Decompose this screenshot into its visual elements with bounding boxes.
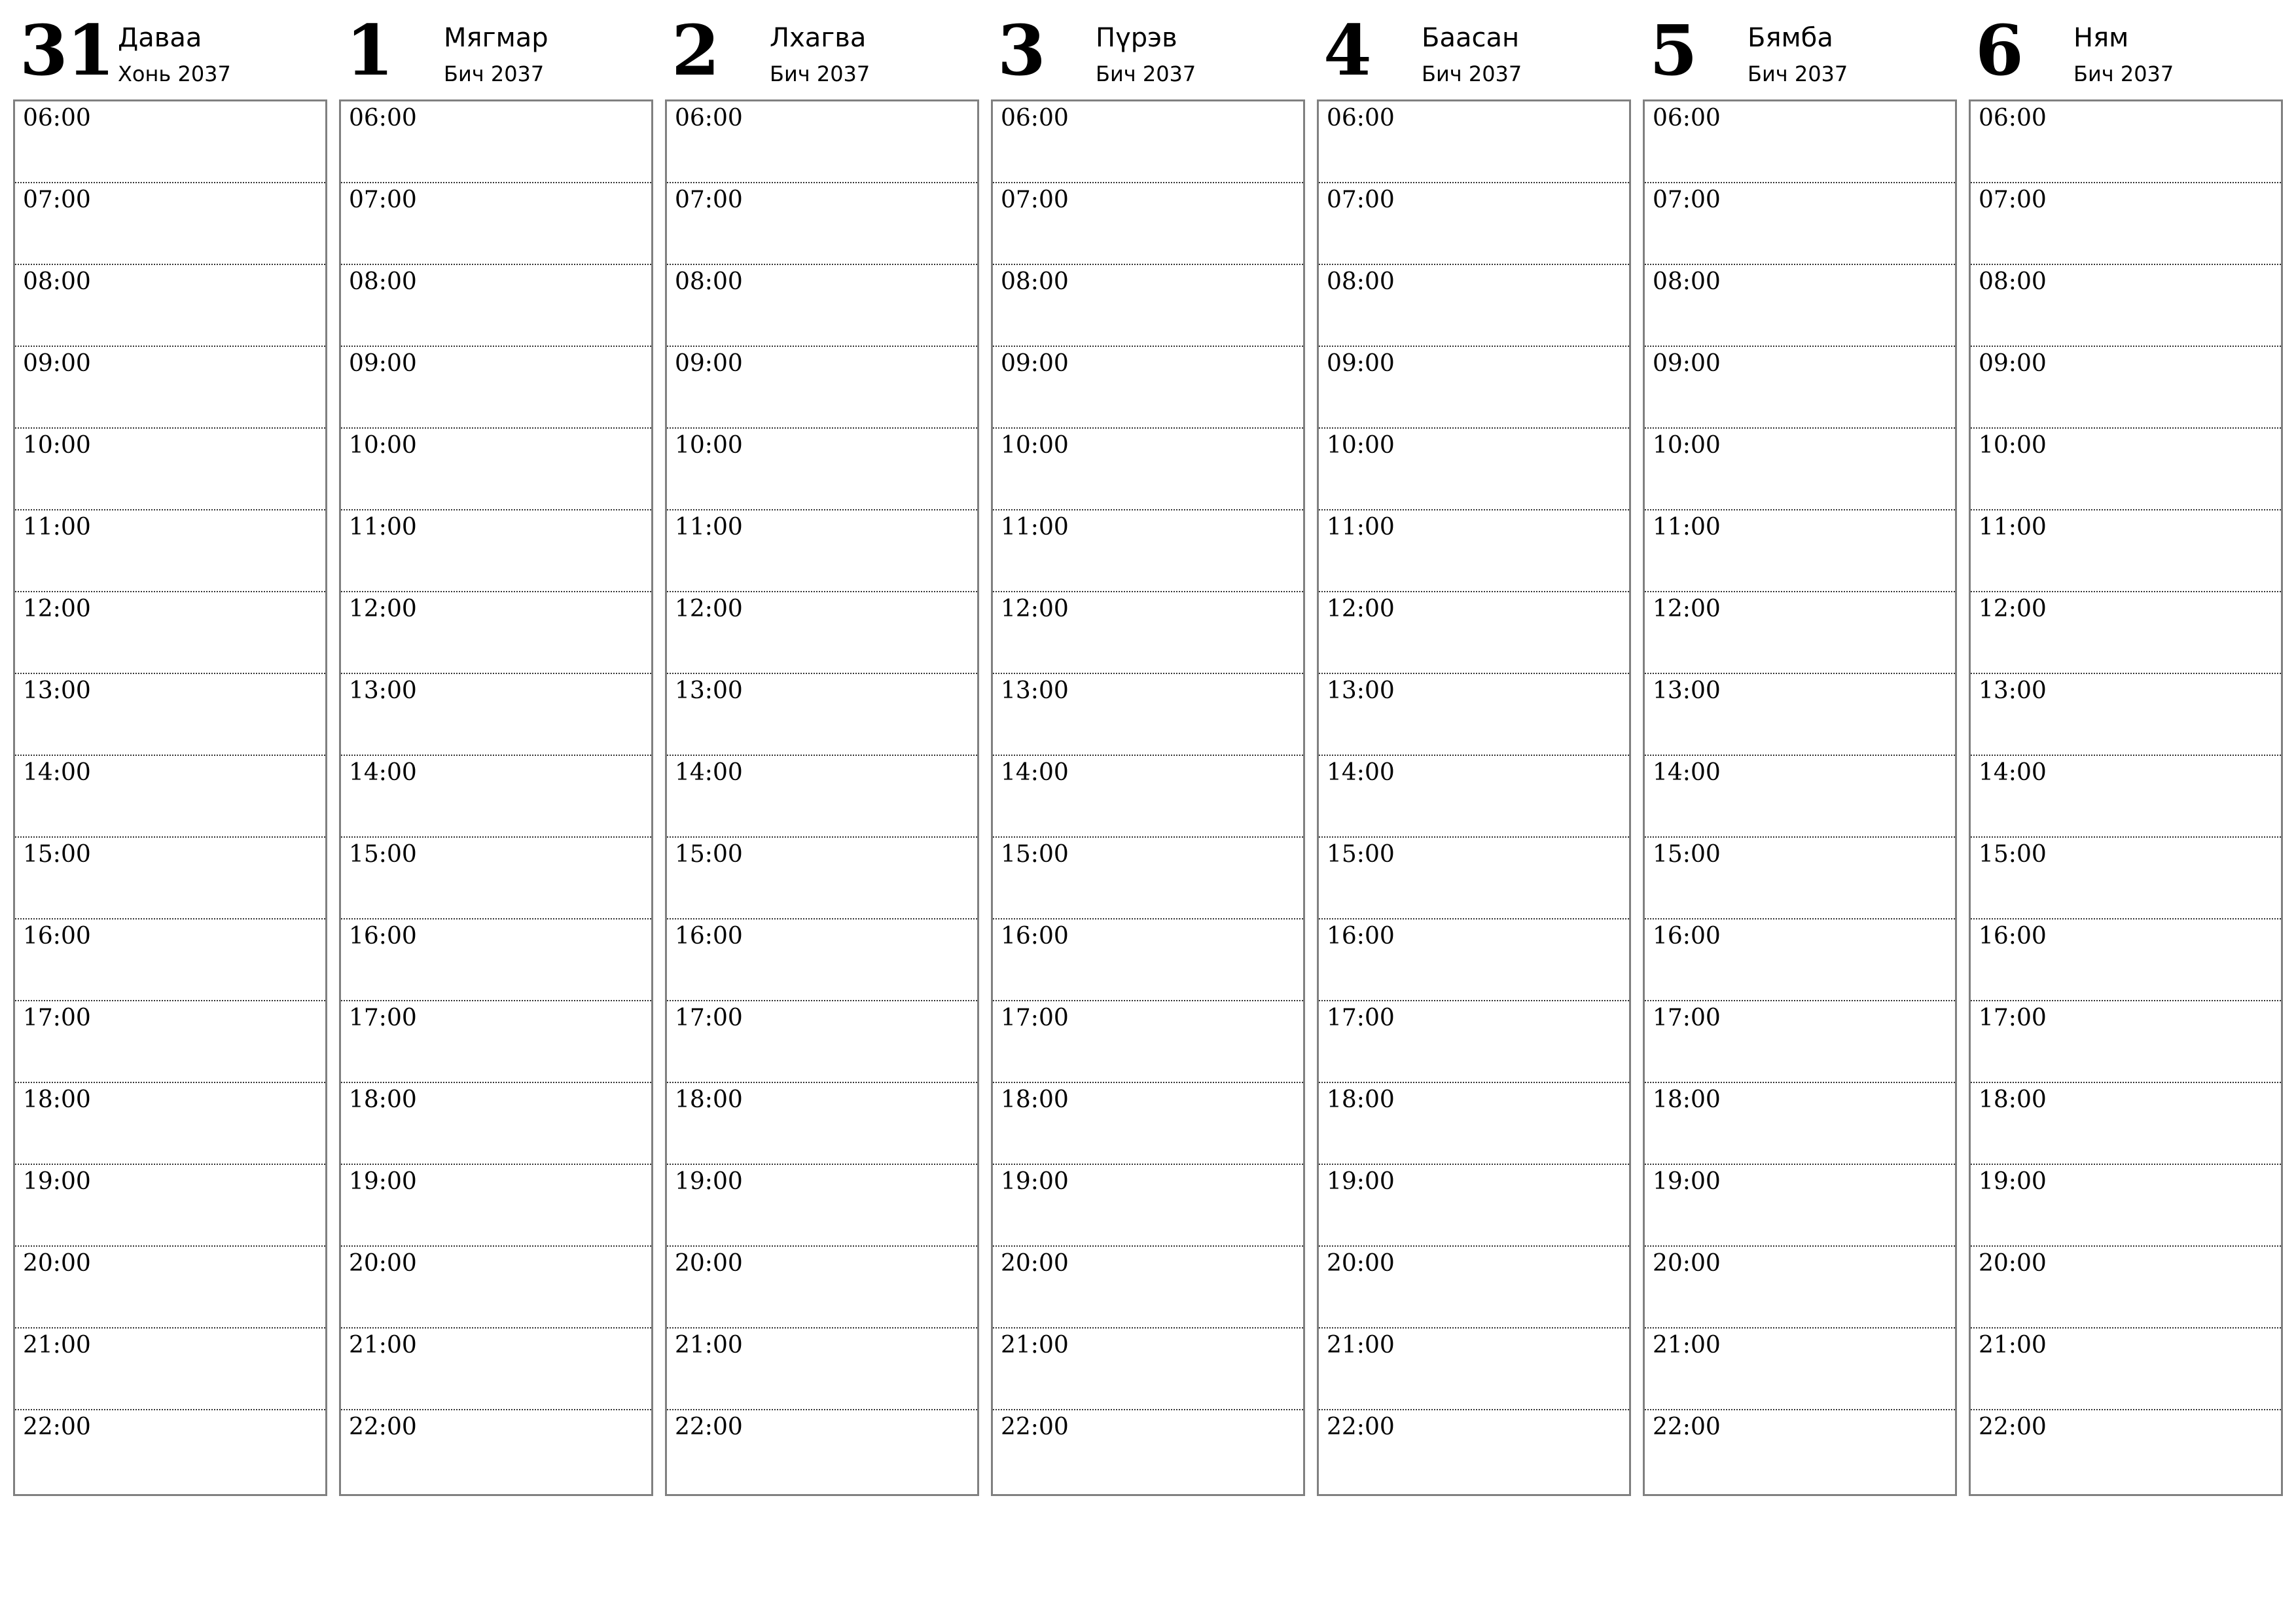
time-label: 08:00 — [1653, 268, 1721, 295]
time-slot[interactable] — [993, 429, 1303, 510]
time-label: 17:00 — [1653, 1005, 1721, 1031]
time-label: 12:00 — [1001, 596, 1069, 622]
time-label: 17:00 — [23, 1005, 91, 1031]
time-slot[interactable] — [1971, 919, 2281, 1001]
time-slot[interactable] — [993, 919, 1303, 1001]
time-slot[interactable] — [1645, 592, 1955, 674]
time-slot[interactable] — [1319, 1410, 1629, 1494]
time-label: 12:00 — [1979, 596, 2047, 622]
time-slot[interactable] — [667, 1001, 977, 1083]
hour-grid — [13, 99, 327, 1496]
time-label: 16:00 — [1653, 923, 1721, 950]
time-slot[interactable] — [1645, 1247, 1955, 1329]
time-slot[interactable] — [993, 1001, 1303, 1083]
time-slot[interactable] — [1319, 1165, 1629, 1247]
time-slot[interactable] — [341, 265, 651, 347]
time-slot[interactable] — [1971, 1083, 2281, 1165]
day-number: 4 — [1323, 9, 1371, 91]
time-label: 11:00 — [1979, 514, 2047, 541]
time-label: 07:00 — [1327, 187, 1395, 213]
time-label: 17:00 — [675, 1005, 743, 1031]
time-slot[interactable] — [341, 919, 651, 1001]
time-slot[interactable] — [993, 1165, 1303, 1247]
time-label: 11:00 — [1653, 514, 1721, 541]
time-label: 16:00 — [1979, 923, 2047, 950]
time-label: 22:00 — [1001, 1414, 1069, 1440]
day-number: 2 — [672, 9, 719, 91]
time-slot[interactable] — [1319, 838, 1629, 919]
time-slot[interactable] — [341, 1410, 651, 1494]
time-slot[interactable] — [1319, 265, 1629, 347]
time-slot[interactable] — [1971, 510, 2281, 592]
hour-grid — [1317, 99, 1631, 1496]
time-label: 13:00 — [23, 677, 91, 704]
time-slot[interactable] — [1971, 838, 2281, 919]
time-label: 11:00 — [23, 514, 91, 541]
time-label: 06:00 — [1653, 105, 1721, 132]
time-label: 07:00 — [23, 187, 91, 213]
time-slot[interactable] — [15, 674, 325, 756]
day-column — [339, 0, 652, 1440]
time-slot[interactable] — [993, 1247, 1303, 1329]
weekday-name: Ням — [2073, 23, 2129, 53]
time-slot[interactable] — [341, 592, 651, 674]
time-slot[interactable] — [1645, 1083, 1955, 1165]
time-label: 15:00 — [1001, 841, 1069, 868]
time-label: 20:00 — [349, 1250, 417, 1277]
time-label: 22:00 — [675, 1414, 743, 1440]
time-label: 20:00 — [675, 1250, 743, 1277]
time-label: 06:00 — [675, 105, 743, 132]
time-slot[interactable] — [667, 347, 977, 429]
weekday-name: Пүрэв — [1096, 23, 1177, 53]
time-slot[interactable] — [667, 919, 977, 1001]
time-label: 09:00 — [1001, 350, 1069, 377]
time-label: 12:00 — [1327, 596, 1395, 622]
time-label: 21:00 — [1653, 1332, 1721, 1359]
time-slot[interactable] — [667, 183, 977, 265]
time-slot[interactable] — [667, 101, 977, 183]
time-label: 22:00 — [349, 1414, 417, 1440]
time-slot[interactable] — [667, 756, 977, 838]
month-year: Бич 2037 — [1748, 62, 1848, 86]
time-slot[interactable] — [1971, 1410, 2281, 1494]
time-slot[interactable] — [341, 347, 651, 429]
time-label: 12:00 — [23, 596, 91, 622]
time-slot[interactable] — [667, 265, 977, 347]
time-label: 21:00 — [1001, 1332, 1069, 1359]
time-slot[interactable] — [993, 1329, 1303, 1410]
time-label: 10:00 — [1979, 432, 2047, 459]
time-slot[interactable] — [1645, 1165, 1955, 1247]
time-slot[interactable] — [993, 1083, 1303, 1165]
time-slot[interactable] — [1645, 1329, 1955, 1410]
time-label: 20:00 — [1327, 1250, 1395, 1277]
time-slot[interactable] — [1319, 919, 1629, 1001]
time-label: 17:00 — [1001, 1005, 1069, 1031]
hour-grid — [665, 99, 979, 1496]
month-year: Хонь 2037 — [118, 62, 231, 86]
day-column — [1317, 0, 1630, 1440]
time-label: 14:00 — [675, 759, 743, 786]
time-label: 14:00 — [349, 759, 417, 786]
day-column — [991, 0, 1304, 1440]
time-label: 06:00 — [349, 105, 417, 132]
time-label: 17:00 — [1979, 1005, 2047, 1031]
time-label: 22:00 — [1979, 1414, 2047, 1440]
time-slot[interactable] — [667, 592, 977, 674]
time-slot[interactable] — [1319, 510, 1629, 592]
time-label: 16:00 — [1327, 923, 1395, 950]
time-label: 18:00 — [675, 1086, 743, 1113]
time-label: 21:00 — [23, 1332, 91, 1359]
hour-grid — [1643, 99, 1957, 1496]
time-label: 14:00 — [1001, 759, 1069, 786]
time-slot[interactable] — [341, 838, 651, 919]
time-label: 18:00 — [1979, 1086, 2047, 1113]
time-label: 19:00 — [675, 1168, 743, 1195]
time-slot[interactable] — [993, 756, 1303, 838]
time-slot[interactable] — [1971, 347, 2281, 429]
time-label: 06:00 — [23, 105, 91, 132]
weekday-name: Мягмар — [444, 23, 548, 53]
month-year: Бич 2037 — [1422, 62, 1522, 86]
time-slot[interactable] — [15, 101, 325, 183]
month-year: Бич 2037 — [1096, 62, 1196, 86]
time-slot[interactable] — [341, 756, 651, 838]
time-label: 08:00 — [23, 268, 91, 295]
time-label: 17:00 — [349, 1005, 417, 1031]
time-slot[interactable] — [993, 1410, 1303, 1494]
weekday-name: Даваа — [118, 23, 202, 53]
time-slot[interactable] — [1645, 347, 1955, 429]
time-label: 20:00 — [1653, 1250, 1721, 1277]
time-label: 20:00 — [1979, 1250, 2047, 1277]
time-label: 16:00 — [349, 923, 417, 950]
time-slot[interactable] — [1319, 674, 1629, 756]
time-slot[interactable] — [341, 1001, 651, 1083]
time-label: 07:00 — [1979, 187, 2047, 213]
time-slot[interactable] — [15, 265, 325, 347]
time-label: 21:00 — [1327, 1332, 1395, 1359]
time-label: 13:00 — [1001, 677, 1069, 704]
hour-grid — [1969, 99, 2283, 1496]
time-label: 14:00 — [23, 759, 91, 786]
time-label: 18:00 — [23, 1086, 91, 1113]
time-slot[interactable] — [341, 1247, 651, 1329]
time-slot[interactable] — [1645, 265, 1955, 347]
time-label: 08:00 — [1001, 268, 1069, 295]
time-label: 19:00 — [1979, 1168, 2047, 1195]
weekday-name: Баасан — [1422, 23, 1520, 53]
day-number: 6 — [1975, 9, 2022, 91]
hour-grid — [339, 99, 653, 1496]
time-label: 08:00 — [1327, 268, 1395, 295]
time-slot[interactable] — [341, 1329, 651, 1410]
time-label: 16:00 — [23, 923, 91, 950]
time-label: 15:00 — [675, 841, 743, 868]
time-label: 19:00 — [1001, 1168, 1069, 1195]
time-slot[interactable] — [341, 1165, 651, 1247]
time-slot[interactable] — [15, 756, 325, 838]
time-label: 06:00 — [1979, 105, 2047, 132]
time-slot[interactable] — [341, 429, 651, 510]
time-label: 10:00 — [23, 432, 91, 459]
time-label: 12:00 — [675, 596, 743, 622]
time-slot[interactable] — [1319, 592, 1629, 674]
time-slot[interactable] — [15, 919, 325, 1001]
time-slot[interactable] — [15, 592, 325, 674]
time-label: 19:00 — [23, 1168, 91, 1195]
time-slot[interactable] — [1319, 1001, 1629, 1083]
time-slot[interactable] — [1319, 429, 1629, 510]
time-label: 21:00 — [1979, 1332, 2047, 1359]
time-label: 10:00 — [1327, 432, 1395, 459]
time-label: 12:00 — [349, 596, 417, 622]
weekday-name: Лхагва — [770, 23, 867, 53]
day-number: 3 — [997, 9, 1045, 91]
time-label: 21:00 — [349, 1332, 417, 1359]
time-slot[interactable] — [341, 1083, 651, 1165]
time-label: 14:00 — [1979, 759, 2047, 786]
time-slot[interactable] — [1971, 1247, 2281, 1329]
time-slot[interactable] — [1319, 756, 1629, 838]
time-label: 16:00 — [1001, 923, 1069, 950]
time-slot[interactable] — [1645, 510, 1955, 592]
time-slot[interactable] — [1971, 429, 2281, 510]
time-slot[interactable] — [1319, 1083, 1629, 1165]
time-slot[interactable] — [15, 183, 325, 265]
time-label: 19:00 — [349, 1168, 417, 1195]
time-slot[interactable] — [993, 265, 1303, 347]
time-label: 06:00 — [1327, 105, 1395, 132]
time-slot[interactable] — [667, 429, 977, 510]
time-label: 13:00 — [1979, 677, 2047, 704]
day-column — [1643, 0, 1956, 1440]
time-slot[interactable] — [15, 1410, 325, 1494]
time-slot[interactable] — [667, 838, 977, 919]
time-label: 09:00 — [1979, 350, 2047, 377]
day-header — [13, 0, 326, 99]
time-label: 14:00 — [1327, 759, 1395, 786]
time-label: 13:00 — [1653, 677, 1721, 704]
time-slot[interactable] — [667, 1165, 977, 1247]
time-slot[interactable] — [667, 1083, 977, 1165]
time-label: 11:00 — [675, 514, 743, 541]
day-column — [13, 0, 326, 1440]
time-label: 19:00 — [1653, 1168, 1721, 1195]
time-label: 22:00 — [1653, 1414, 1721, 1440]
time-label: 11:00 — [1001, 514, 1069, 541]
time-label: 11:00 — [349, 514, 417, 541]
time-slot[interactable] — [1971, 101, 2281, 183]
time-slot[interactable] — [15, 1083, 325, 1165]
time-slot[interactable] — [1971, 183, 2281, 265]
day-number: 5 — [1649, 9, 1696, 91]
time-slot[interactable] — [667, 1247, 977, 1329]
time-label: 21:00 — [675, 1332, 743, 1359]
time-label: 09:00 — [675, 350, 743, 377]
time-slot[interactable] — [15, 429, 325, 510]
time-slot[interactable] — [667, 1410, 977, 1494]
time-label: 09:00 — [349, 350, 417, 377]
time-label: 20:00 — [23, 1250, 91, 1277]
day-number: 1 — [346, 9, 393, 91]
day-header — [665, 0, 978, 99]
time-label: 06:00 — [1001, 105, 1069, 132]
time-label: 07:00 — [675, 187, 743, 213]
time-label: 13:00 — [349, 677, 417, 704]
time-label: 10:00 — [349, 432, 417, 459]
time-slot[interactable] — [993, 101, 1303, 183]
day-header — [1643, 0, 1956, 99]
time-slot[interactable] — [993, 592, 1303, 674]
time-label: 15:00 — [1327, 841, 1395, 868]
time-slot[interactable] — [1645, 1410, 1955, 1494]
time-label: 12:00 — [1653, 596, 1721, 622]
time-label: 10:00 — [675, 432, 743, 459]
time-label: 13:00 — [1327, 677, 1395, 704]
time-slot[interactable] — [1319, 1247, 1629, 1329]
time-label: 13:00 — [675, 677, 743, 704]
time-label: 07:00 — [349, 187, 417, 213]
time-slot[interactable] — [993, 510, 1303, 592]
time-label: 11:00 — [1327, 514, 1395, 541]
time-label: 14:00 — [1653, 759, 1721, 786]
time-slot[interactable] — [1971, 592, 2281, 674]
time-slot[interactable] — [1971, 265, 2281, 347]
time-slot[interactable] — [341, 183, 651, 265]
time-label: 15:00 — [1653, 841, 1721, 868]
time-label: 07:00 — [1001, 187, 1069, 213]
time-label: 08:00 — [675, 268, 743, 295]
time-slot[interactable] — [341, 510, 651, 592]
time-slot[interactable] — [15, 347, 325, 429]
time-slot[interactable] — [1645, 183, 1955, 265]
hour-grid — [991, 99, 1305, 1496]
time-slot[interactable] — [993, 674, 1303, 756]
time-slot[interactable] — [1971, 1329, 2281, 1410]
time-slot[interactable] — [667, 674, 977, 756]
time-slot[interactable] — [993, 838, 1303, 919]
day-column — [665, 0, 978, 1440]
time-label: 19:00 — [1327, 1168, 1395, 1195]
time-label: 10:00 — [1001, 432, 1069, 459]
time-label: 15:00 — [23, 841, 91, 868]
time-slot[interactable] — [1971, 756, 2281, 838]
time-label: 09:00 — [1653, 350, 1721, 377]
time-slot[interactable] — [15, 838, 325, 919]
time-label: 09:00 — [1327, 350, 1395, 377]
time-slot[interactable] — [1319, 183, 1629, 265]
time-slot[interactable] — [341, 674, 651, 756]
time-slot[interactable] — [1645, 429, 1955, 510]
time-label: 09:00 — [23, 350, 91, 377]
time-label: 15:00 — [349, 841, 417, 868]
time-slot[interactable] — [1971, 674, 2281, 756]
time-slot[interactable] — [15, 1165, 325, 1247]
day-header — [1317, 0, 1630, 99]
time-slot[interactable] — [15, 1001, 325, 1083]
month-year: Бич 2037 — [2073, 62, 2174, 86]
time-label: 22:00 — [23, 1414, 91, 1440]
time-label: 07:00 — [1653, 187, 1721, 213]
day-number: 31 — [20, 9, 114, 91]
time-slot[interactable] — [1319, 347, 1629, 429]
time-slot[interactable] — [341, 101, 651, 183]
time-slot[interactable] — [1645, 674, 1955, 756]
time-slot[interactable] — [15, 510, 325, 592]
time-label: 08:00 — [349, 268, 417, 295]
time-slot[interactable] — [1971, 1165, 2281, 1247]
time-label: 17:00 — [1327, 1005, 1395, 1031]
time-slot[interactable] — [1645, 756, 1955, 838]
time-label: 18:00 — [1327, 1086, 1395, 1113]
day-column — [1969, 0, 2282, 1440]
time-slot[interactable] — [1319, 1329, 1629, 1410]
time-slot[interactable] — [993, 183, 1303, 265]
time-slot[interactable] — [1645, 838, 1955, 919]
weekday-name: Бямба — [1748, 23, 1833, 53]
time-label: 18:00 — [1653, 1086, 1721, 1113]
time-slot[interactable] — [1645, 101, 1955, 183]
time-label: 08:00 — [1979, 268, 2047, 295]
time-label: 10:00 — [1653, 432, 1721, 459]
time-slot[interactable] — [1971, 1001, 2281, 1083]
time-label: 20:00 — [1001, 1250, 1069, 1277]
day-header — [339, 0, 652, 99]
time-slot[interactable] — [667, 1329, 977, 1410]
time-slot[interactable] — [667, 510, 977, 592]
time-label: 18:00 — [349, 1086, 417, 1113]
day-header — [1969, 0, 2282, 99]
month-year: Бич 2037 — [444, 62, 545, 86]
time-slot[interactable] — [1645, 1001, 1955, 1083]
month-year: Бич 2037 — [770, 62, 870, 86]
time-label: 15:00 — [1979, 841, 2047, 868]
time-slot[interactable] — [1319, 101, 1629, 183]
time-slot[interactable] — [15, 1329, 325, 1410]
time-slot[interactable] — [15, 1247, 325, 1329]
time-slot[interactable] — [1645, 919, 1955, 1001]
day-header — [991, 0, 1304, 99]
time-slot[interactable] — [993, 347, 1303, 429]
time-label: 16:00 — [675, 923, 743, 950]
time-label: 18:00 — [1001, 1086, 1069, 1113]
time-label: 22:00 — [1327, 1414, 1395, 1440]
